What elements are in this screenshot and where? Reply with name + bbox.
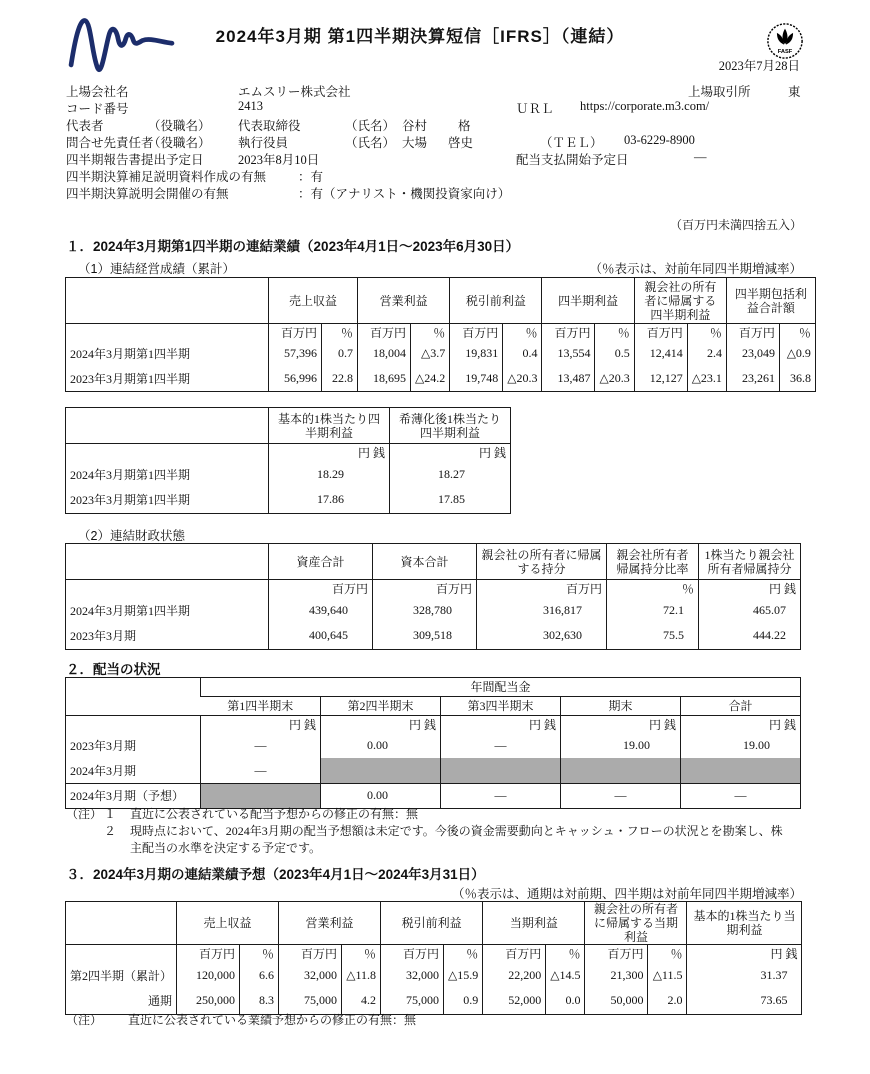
value-cell: ― [201,733,321,758]
value-cell: 8.3 [240,988,279,1014]
value-cell: 12,127 [634,366,687,391]
value-cell: 2.0 [648,988,687,1014]
exchange-label: 上場取引所 [688,85,751,99]
value-cell: 18,695 [358,366,411,391]
value-cell: 465.07 [699,597,801,623]
value-cell: ― [561,783,681,808]
value-cell: 309,518 [373,623,477,649]
annual-dividend-header: 年間配当金 [201,678,801,697]
unit-label: 百万円 [381,945,444,963]
value-cell: ― [441,733,561,758]
fasf-badge-label: FASF [777,48,793,55]
forecast-table [65,901,802,1015]
value-cell: ― [441,783,561,808]
row-label: 2024年3月期 [70,763,137,778]
unit-label: ％ [607,580,699,598]
contact-givenname: 啓史 [448,136,474,150]
col-header: 第1四半期末 [201,697,321,716]
unit-label: 百万円 [477,580,607,598]
value-cell: 23,261 [726,366,779,391]
corner-cell [66,278,269,324]
company-name: エムスリー株式会社 [238,85,351,99]
representative-label: 代表者 [66,119,104,133]
unit-label: ％ [503,324,542,342]
col-header: 親会社の所有者に帰属する持分 [477,544,607,580]
unit-label: ％ [411,324,450,342]
contact-title: 執行役員 [238,136,289,150]
col-header: 期末 [561,697,681,716]
value-cell: 120,000 [177,962,240,988]
value-cell: 12,414 [634,341,687,366]
tel-value: 03-6229-8900 [624,133,695,147]
unit-label: 百万円 [483,945,546,963]
value-cell: 31.37 [687,962,802,988]
supplementary-materials-value: ：有 [298,170,324,184]
value-cell: 18.27 [390,461,511,487]
value-cell: △14.5 [546,962,585,988]
col-header: 四半期利益 [542,278,634,324]
representative-title: 代表取締役 [238,119,301,133]
value-cell: 52,000 [483,988,546,1014]
value-cell: 302,630 [477,623,607,649]
value-cell: 73.65 [687,988,802,1014]
section2-heading: ２．配当の状況 [66,662,161,677]
value-cell: 50,000 [585,988,648,1014]
rounding-note: （百万円未満四捨五入） [669,218,802,232]
value-cell: 32,000 [279,962,342,988]
unit-label: ％ [444,945,483,963]
col-header: 親会社の所有者に帰属する当期利益 [585,902,687,945]
value-cell: 56,996 [269,366,322,391]
unit-label: 円 銭 [561,716,681,734]
unit-label: 百万円 [358,324,411,342]
value-cell: 19.00 [681,733,801,758]
unit-label: 円 銭 [687,945,802,963]
shaded-cell [561,758,681,783]
col-header: 資産合計 [269,544,373,580]
exchange-value: 東 [788,85,801,99]
note-text: 直近に公表されている業績予想からの修正の有無：無 [128,1013,417,1027]
corner-cell [66,544,269,580]
row-label: 2023年3月期第1四半期 [70,371,191,386]
issue-date: 2023年7月28日 [718,59,800,73]
row-label: 2023年3月期第1四半期 [70,493,191,508]
value-cell: 22,200 [483,962,546,988]
col-header: 親会社の所有者に帰属する四半期利益 [634,278,726,324]
note-mark [66,823,104,857]
col-header: 営業利益 [358,278,450,324]
value-cell: △11.8 [342,962,381,988]
col-header: 基本的1株当たり四半期利益 [269,408,390,444]
col-header: 資本合計 [373,544,477,580]
value-cell: 18.29 [269,461,390,487]
value-cell: 75,000 [381,988,444,1014]
unit-label: ％ [648,945,687,963]
dividends-table [65,677,801,809]
value-cell: △20.3 [595,366,634,391]
unit-label: 円 銭 [321,716,441,734]
shaded-cell [201,783,321,808]
value-cell: 22.8 [322,366,358,391]
value-cell: ― [201,758,321,783]
unit-label: 百万円 [373,580,477,598]
row-label: 第2四半期（累計） [70,968,173,983]
section1-sub2: （2）連結財政状態 [78,529,185,543]
col-header: 売上収益 [177,902,279,945]
note-number: ２ [104,824,117,838]
unit-label: 百万円 [269,324,322,342]
value-cell: △20.3 [503,366,542,391]
unit-label: 円 銭 [201,716,321,734]
code-label: コード番号 [66,102,129,116]
col-header: 親会社所有者帰属持分比率 [607,544,699,580]
col-header: 税引前利益 [381,902,483,945]
note-mark: （注） [66,1013,103,1027]
url-label: ＵＲＬ [516,102,554,116]
value-cell: 13,487 [542,366,595,391]
value-cell: △23.1 [687,366,726,391]
value-cell: 0.5 [595,341,634,366]
value-cell: 444.22 [699,623,801,649]
fasf-badge-icon [766,22,804,60]
forecast-note [66,1012,416,1029]
value-cell: 18,004 [358,341,411,366]
section1-sub1: （1）連結経営成績（累計） [78,262,235,276]
value-cell: 75,000 [279,988,342,1014]
unit-label: ％ [595,324,634,342]
col-header: 基本的1株当たり当期利益 [687,902,802,945]
value-cell: 21,300 [585,962,648,988]
row-label: 通期 [148,994,173,1009]
unit-label: 百万円 [726,324,779,342]
value-cell: 13,554 [542,341,595,366]
unit-label: ％ [779,324,815,342]
value-cell: 400,645 [269,623,373,649]
value-cell: 19.00 [561,733,681,758]
row-label: 2024年3月期第1四半期 [70,467,191,482]
section3-heading: ３．2024年3月期の連結業績予想（2023年4月1日～2024年3月31日） [66,867,485,882]
shaded-cell [681,758,801,783]
representative-title-label: （役職名） [148,119,211,133]
unit-label: ％ [240,945,279,963]
unit-label: ％ [687,324,726,342]
contact-surname: 大場 [402,136,428,150]
unit-cell [66,324,269,342]
url-value: https://corporate.m3.com/ [580,99,710,113]
unit-label: 百万円 [269,580,373,598]
representative-surname: 谷村 [402,119,428,133]
shaded-cell [441,758,561,783]
value-cell: 72.1 [607,597,699,623]
unit-cell [66,945,177,963]
value-cell: 17.85 [390,487,511,513]
briefing-label: 四半期決算説明会開催の有無 [66,187,229,201]
dividend-notes [66,806,790,857]
supplementary-materials-label: 四半期決算補足説明資料作成の有無 [66,170,267,184]
briefing-row [66,184,510,202]
col-header: 第2四半期末 [321,697,441,716]
value-cell: 439,640 [269,597,373,623]
col-header: 税引前利益 [450,278,542,324]
value-cell: 328,780 [373,597,477,623]
listed-company-label: 上場会社名 [66,85,129,99]
value-cell: 0.00 [321,783,441,808]
unit-label: 百万円 [585,945,648,963]
row-label: 2023年3月期 [70,739,137,753]
results-table [65,277,816,392]
contact-title-label: （役職名） [148,136,211,150]
unit-label: 円 銭 [681,716,801,734]
eps-table [65,407,511,514]
unit-cell [66,580,269,598]
col-header: 希薄化後1株当たり四半期利益 [390,408,511,444]
value-cell: △11.5 [648,962,687,988]
contact-name-label: （氏名） [345,136,396,150]
briefing-value: ：有（アナリスト・機関投資家向け） [298,187,511,201]
unit-cell [66,444,269,462]
col-header: 営業利益 [279,902,381,945]
note-text: 直近に公表されている配当予想からの修正の有無：無 [130,807,419,821]
note-text: 現時点において、2024年3月期の配当予想額は未定です。今後の資金需要動向とキャッシュ・フローの状況とを勘案し、株主配当の水準を決定する予定です。 [130,824,783,855]
value-cell: 32,000 [381,962,444,988]
shaded-cell [321,758,441,783]
unit-label: ％ [322,324,358,342]
unit-label: ％ [342,945,381,963]
report-filing-date: 2023年8月10日 [238,153,320,167]
unit-cell [66,716,201,734]
col-header: 売上収益 [269,278,358,324]
col-header: 第3四半期末 [441,697,561,716]
unit-label: 円 銭 [390,444,511,462]
value-cell: 57,396 [269,341,322,366]
value-cell: 19,831 [450,341,503,366]
row-label: 2024年3月期第1四半期 [70,603,191,618]
unit-label: 円 銭 [441,716,561,734]
supplementary-materials-row [66,167,323,185]
representative-name-label: （氏名） [345,119,396,133]
unit-label: 百万円 [542,324,595,342]
corner-cell [66,678,201,716]
value-cell: 2.4 [687,341,726,366]
col-header: 四半期包括利益合計額 [726,278,815,324]
value-cell: 17.86 [269,487,390,513]
col-header: 1株当たり親会社所有者帰属持分 [699,544,801,580]
representative-givenname: 格 [458,119,471,133]
corner-cell [66,408,269,444]
contact-label: 問合せ先責任者 [66,136,154,150]
unit-label: 百万円 [450,324,503,342]
row-label: 2024年3月期第1四半期 [70,347,191,361]
col-header: 当期利益 [483,902,585,945]
unit-label: 百万円 [279,945,342,963]
dividend-start-date: ― [694,150,707,164]
value-cell: 0.0 [546,988,585,1014]
section1-heading: １．2024年3月期第1四半期の連結業績（2023年4月1日～2023年6月30日） [66,239,520,254]
value-cell: △15.9 [444,962,483,988]
value-cell: 19,748 [450,366,503,391]
row-label: 2023年3月期 [70,629,137,644]
value-cell: 6.6 [240,962,279,988]
col-header: 合計 [681,697,801,716]
value-cell: 0.9 [444,988,483,1014]
unit-label: 百万円 [634,324,687,342]
page-title: 2024年3月期 第1四半期決算短信［IFRS］（連結） [215,27,625,46]
section1-note1: （％表示は、対前年同四半期増減率） [589,262,802,276]
value-cell: 23,049 [726,341,779,366]
value-cell: △0.9 [779,341,815,366]
code-value: 2413 [238,99,263,113]
value-cell: 316,817 [477,597,607,623]
value-cell: 0.4 [503,341,542,366]
value-cell: 36.8 [779,366,815,391]
value-cell: △24.2 [411,366,450,391]
report-filing-date-label: 四半期報告書提出予定日 [66,153,204,167]
unit-label: 百万円 [177,945,240,963]
row-label: 2024年3月期（予想） [66,783,201,808]
unit-label: 円 銭 [269,444,390,462]
value-cell: 0.7 [322,341,358,366]
note-mark: （注） [66,807,103,821]
value-cell: 0.00 [321,733,441,758]
value-cell: ― [681,783,801,808]
note-row [66,823,790,857]
financial-position-table [65,543,801,650]
tel-label: （ＴＥＬ） [540,136,603,150]
note-row [66,806,790,823]
unit-label: 円 銭 [699,580,801,598]
value-cell: 4.2 [342,988,381,1014]
value-cell: 250,000 [177,988,240,1014]
section3-note: （％表示は、通期は対前期、四半期は対前年同四半期増減率） [451,887,802,901]
corner-cell [66,902,177,945]
unit-label: ％ [546,945,585,963]
value-cell: 75.5 [607,623,699,649]
dividend-start-date-label: 配当支払開始予定日 [516,153,629,167]
note-number: １ [104,807,117,821]
value-cell: △3.7 [411,341,450,366]
